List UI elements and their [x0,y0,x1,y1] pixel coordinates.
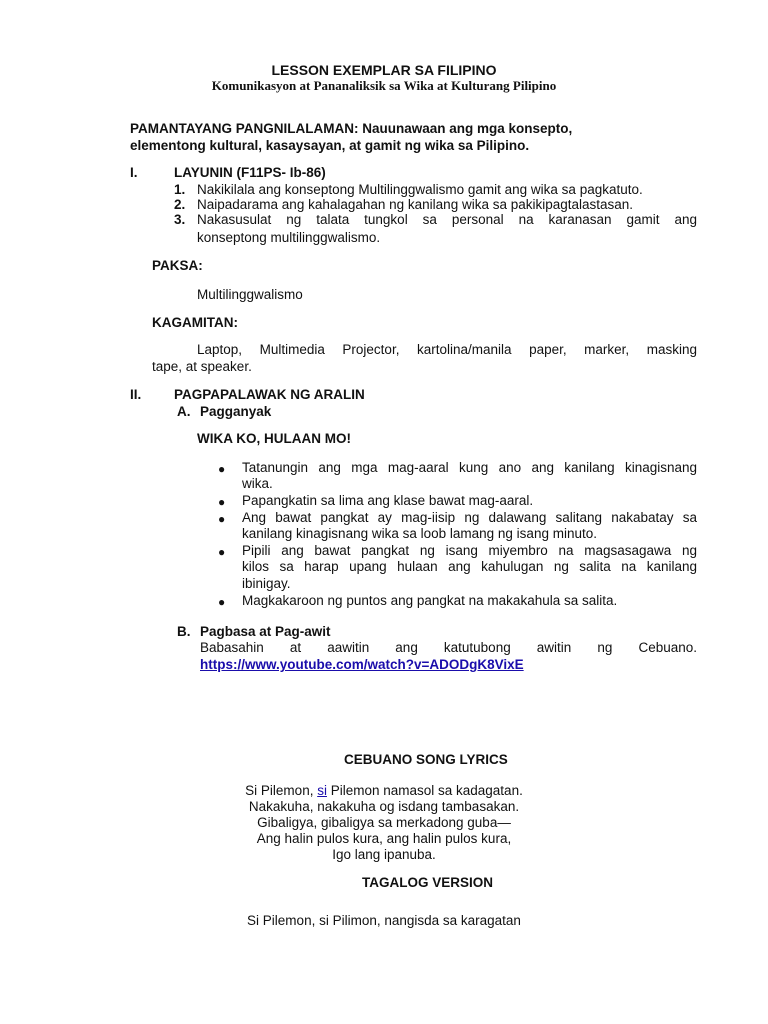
kagamitan-label: KAGAMITAN: [152,315,238,330]
partB-title: Pagbasa at Pag-awit [200,624,331,639]
tagalog-title: TAGALOG VERSION [362,875,494,890]
bullet-line: Pipili ang bawat pangkat ng isang miyembro na magsasagawa ng [242,543,697,558]
lyrics-link[interactable]: si [317,783,327,798]
section1-heading: LAYUNIN (F11PS- Ib-86) [174,165,326,180]
document-title: LESSON EXEMPLAR SA FILIPINO [271,62,497,78]
lyrics-line: Ang halin pulos kura, ang halin pulos kura, [256,831,512,846]
section2-numeral: II. [130,387,142,402]
lyrics-text: Si Pilemon, [245,783,318,798]
bullet-icon: ● [218,462,226,476]
partB-text: Babasahin at aawitin ang katutubong awitin ng Cebuano. [200,640,697,655]
bullet-icon: ● [218,495,226,509]
lyrics-text: Pilemon namasol sa kadagatan. [326,783,523,798]
objective-text: Nakasusulat ng talata tungkol sa personal na karanasan gamit ang [197,212,697,227]
section2-heading: PAGPAPALAWAK NG ARALIN [174,387,365,402]
lyrics-title: CEBUANO SONG LYRICS [344,752,508,767]
youtube-link[interactable]: https://www.youtube.com/watch?v=ADODgK8VixE [200,657,524,672]
bullet-line: Ang bawat pangkat ay mag-iisip ng dalawang salitang nakabatay sa [242,510,697,525]
bullet-line: Magkakaroon ng puntos ang pangkat na makakahula sa salita. [242,593,618,608]
bullet-icon: ● [218,512,226,526]
pamantayan-line1 [130,121,700,137]
objective-text: Naipadarama ang kahalagahan ng kanilang wika sa pakikipagtalastasan. [197,197,634,212]
pamantayan-text1: Nauunawaan ang mga konsepto, [362,121,573,136]
activity-title: WIKA KO, HULAAN MO! [197,431,351,446]
paksa-label: PAKSA: [152,258,203,273]
bullet-line: Papangkatin sa lima ang klase bawat mag-aaral. [242,493,534,508]
lyrics-line: Gibaligya, gibaligya sa merkadong guba— [257,815,511,830]
bullet-icon: ● [218,545,226,559]
paksa-value: Multilinggwalismo [197,287,303,302]
objective-number: 2. [174,197,186,212]
objective-text-continued: konseptong multilinggwalismo. [197,230,381,245]
lyrics-line [0,783,768,799]
pamantayan-line2: elementong kultural, kasaysayan, at gamit ng wika sa Pilipino. [130,138,530,153]
objective-number: 3. [174,212,186,227]
kagamitan-line1: Laptop, Multimedia Projector, kartolina/manila paper, marker, masking [197,342,697,357]
pamantayan-label: PAMANTAYANG PANGNILALAMAN: [130,121,359,136]
partA-label: A. [177,404,191,419]
bullet-line: Tatanungin ang mga mag-aaral kung ano ang kanilang kinagisnang [242,460,697,475]
partB-label: B. [177,624,191,639]
bullet-line: kilos sa harap upang hulaan ang kahulugan ng salita na kanilang [242,559,697,574]
lyrics-line: Igo lang ipanuba. [332,847,436,862]
objective-number: 1. [174,182,186,197]
tagalog-line: Si Pilemon, si Pilimon, nangisda sa karagatan [247,913,521,928]
bullet-icon: ● [218,595,226,609]
bullet-line: ibinigay. [242,576,291,591]
lyrics-line: Nakakuha, nakakuha og isdang tambasakan. [248,799,520,814]
section1-numeral: I. [130,165,138,180]
partA-title: Pagganyak [200,404,272,419]
kagamitan-line2: tape, at speaker. [152,359,252,374]
objective-text: Nakikilala ang konseptong Multilinggwalismo gamit ang wika sa pagkatuto. [197,182,643,197]
bullet-line: kanilang kinagisnang wika sa loob lamang ng isang minuto. [242,526,597,541]
bullet-line: wika. [242,476,273,491]
document-subtitle: Komunikasyon at Pananaliksik sa Wika at Kulturang Pilipino [211,78,557,93]
